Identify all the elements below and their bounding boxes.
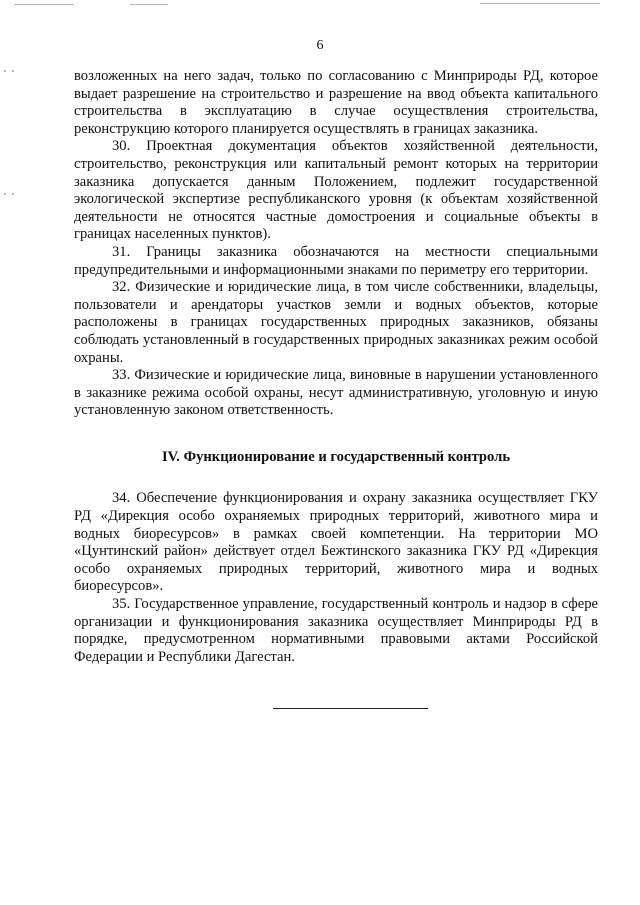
end-of-document-rule [273,708,428,709]
scan-artifact [14,4,74,5]
paragraph-35: 35. Государственное управление, государственный контроль и надзор в сфере организации и функционирования заказника осуществляет Минприроды РД в порядке, предусмотренном нормативными правовыми актами Российской Федерации и Республики Дагестан. [74,596,598,665]
paragraph-31: 31. Границы заказника обозначаются на местности специальными предупредительными и информационными знаками по периметру его территории. [74,243,598,278]
scan-artifact [130,4,168,5]
document-body [74,68,598,666]
scan-artifact [12,70,14,72]
scan-artifact [480,3,600,4]
scan-artifact [4,193,6,195]
paragraph-32: 32. Физические и юридические лица, в том числе собственники, владельцы, пользователи и арендаторы участков земли и водных объектов, которые расположены в границах государственных природных заказников, обязаны соблюдать установленный в государственных природных заказниках режим особой охраны. [74,279,598,366]
section-heading: IV. Функционирование и государственный контроль [161,448,511,465]
scan-artifact [4,70,6,72]
scan-artifact [12,193,14,195]
paragraph-30: 30. Проектная документация объектов хозяйственной деятельности, строительство, реконструкция или капитальный ремонт которых на территории заказника допускается данным Положением, подлежит государственной экологической экспертизе республиканского уровня (к объектам хозяйственной деятельности не относятся частные домостроения и социальные объекты в границах населенных пунктов). [74,138,598,243]
paragraph-34: 34. Обеспечение функционирования и охрану заказника осуществляет ГКУ РД «Дирекция особо охраняемых природных территорий, животного мира и водных биоресурсов» в рамках своей компетенции. На территории МО «Цунтинский район» действует отдел Бежтинского заказника ГКУ РД «Дирекция особо охраняемых природных территорий, животного мира и водных биоресурсов». [74,490,598,595]
page-number: 6 [316,38,324,53]
paragraph-33: 33. Физические и юридические лица, виновные в нарушении установленного в заказнике режима особой охраны, несут административную, уголовную и иную установленную законом ответственность. [74,367,598,419]
paragraph-continuation: возложенных на него задач, только по согласованию с Минприроды РД, которое выдает разрешение на строительство и разрешение на ввод объекта капитального строительства в эксплуатацию в случае осуществления строительства, реконструкцию которого планируется осуществлять в границах заказника. [74,68,598,137]
